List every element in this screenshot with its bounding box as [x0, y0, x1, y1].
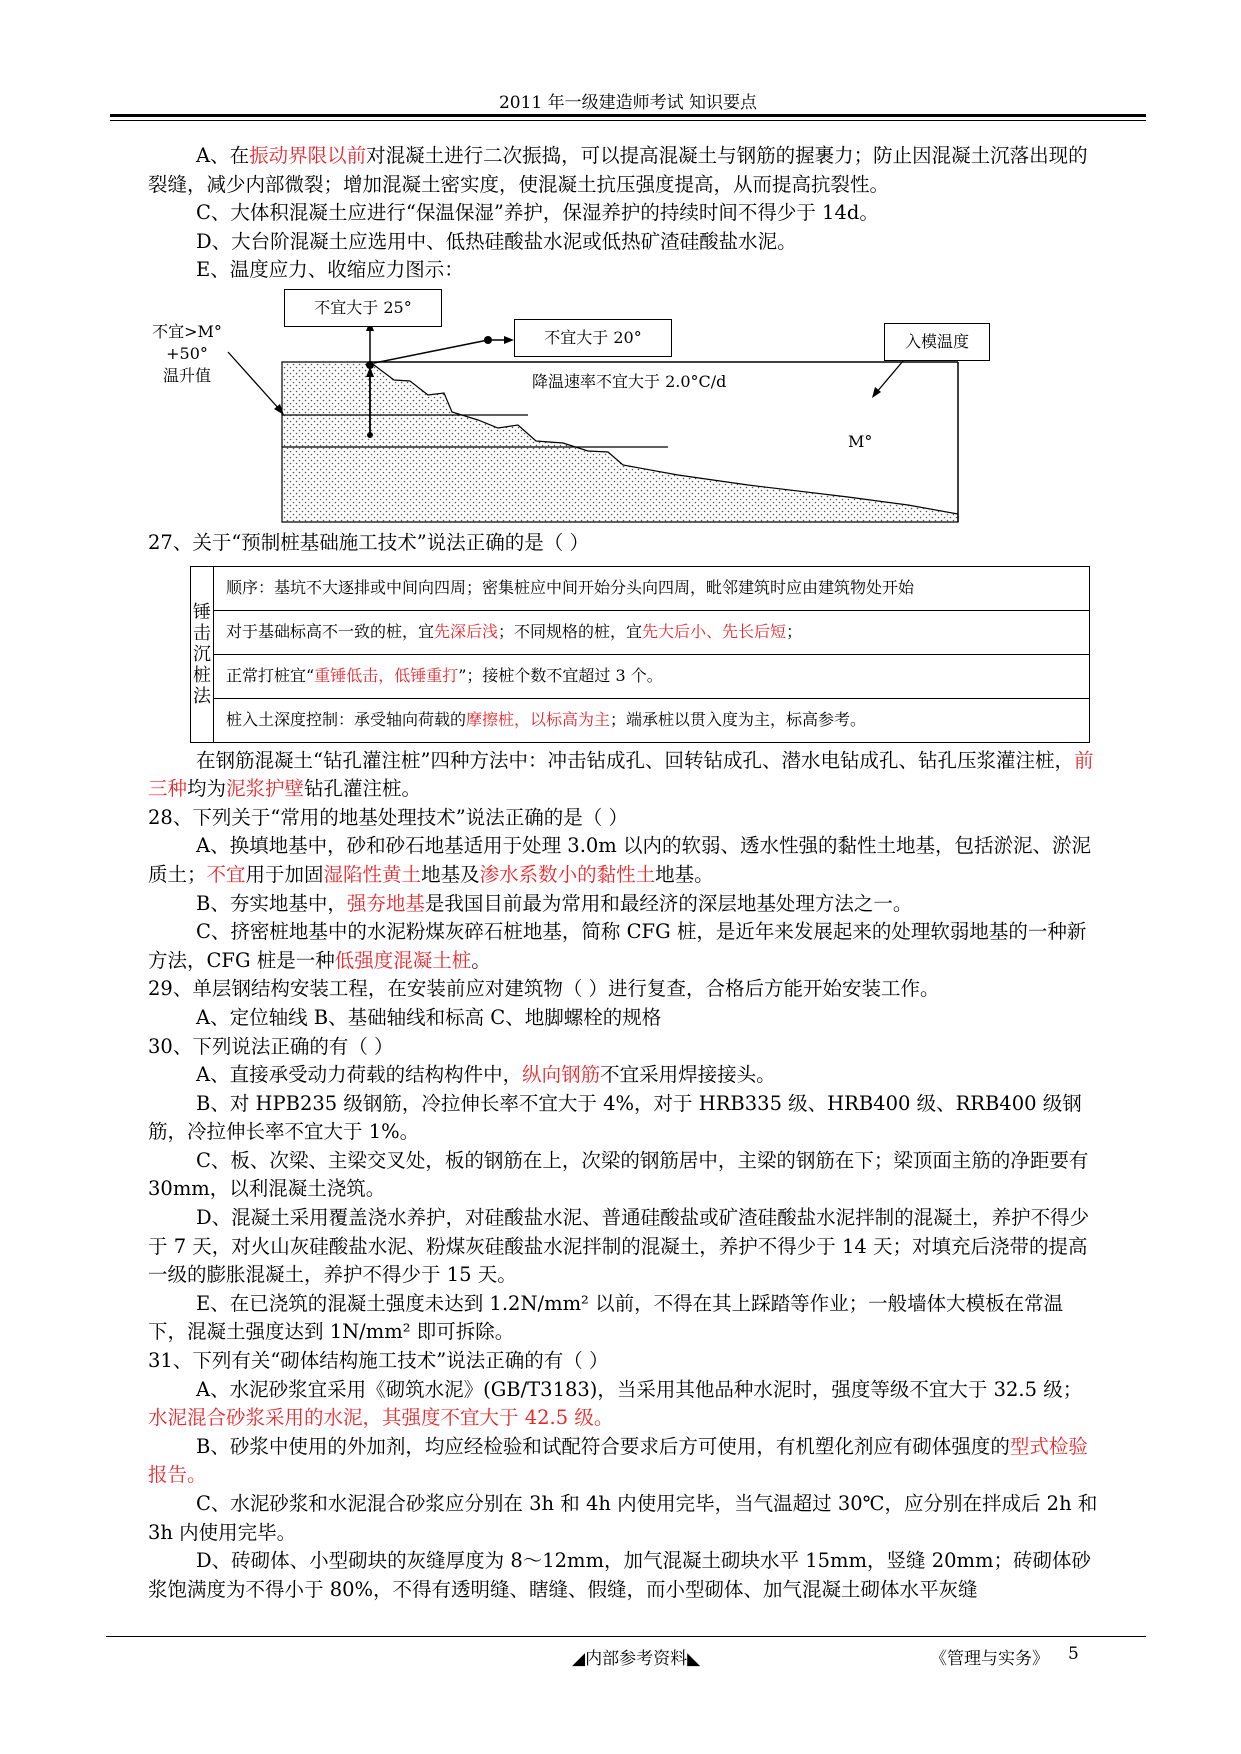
text-run: B、砂浆中使用的外加剂，均应经检验和试配符合要求后方可使用，有机塑化剂应有砌体强度的 [196, 1434, 1010, 1458]
text-run: 不宜采用焊接接头。 [600, 1063, 776, 1087]
text-run: A、水泥砂浆宜采用《砌筑水泥》(GB/T3183)，当采用其他品种水泥时，强度等级不宜大于 32.5 级； [196, 1377, 1083, 1401]
text-run: A、换填地基中，砂和砂石地基适用于处理 3.0m 以内的软弱、透水性强的黏性土地基，包括淤泥、淤泥质土； [148, 834, 1091, 886]
text-run: 地基。 [655, 862, 714, 886]
text-run: 地基及 [421, 862, 480, 886]
pile-driving-table [190, 566, 1090, 743]
text-run: A、在 [196, 144, 250, 167]
text-run: 均为 [187, 777, 227, 801]
footer-rule [106, 1636, 1146, 1637]
highlight-text: 型式检验报告。 [148, 1434, 1088, 1487]
table-row-depth [214, 698, 1090, 742]
highlight-text: 先大后小、先长后短 [642, 622, 787, 642]
highlight-text: 前三种 [148, 748, 1094, 801]
text-run: 。 [471, 948, 491, 972]
q31-title: 31、下列有关“砌体结构施工技术”说法正确的有（ ） [148, 1349, 609, 1373]
text-run: C、挤密桩地基中的水泥粉煤灰碎石桩地基，简称 CFG 桩，是近年来发展起来的处理软弱地基的一种新方法，CFG 桩是一种 [148, 920, 1087, 972]
para-26d: D、大台阶混凝土应选用中、低热硅酸盐水泥或低热矿渣硅酸盐水泥。 [196, 229, 797, 253]
label-temp-rise-line2: 温升值 [162, 365, 211, 385]
text-run: A、直接承受动力荷载的结构构件中， [196, 1063, 523, 1087]
para-26c: C、大体积混凝土应进行“保温保湿”养护，保湿养护的持续时间不得少于 14d。 [196, 201, 879, 225]
highlight-text: 不宜 [206, 862, 246, 886]
q31-a [148, 1376, 1100, 1433]
q31-b [148, 1433, 1100, 1490]
highlight-text: 纵向钢筋 [522, 1063, 601, 1087]
q28-title: 28、下列关于“常用的地基处理技术”说法正确的是（ ） [148, 805, 628, 829]
text-run: B、夯实地基中， [196, 891, 347, 915]
q30-b: B、对 HPB235 级钢筋，冷拉伸长率不宜大于 4%，对于 HRB335 级、HRB400 级、RRB400 级钢筋，冷拉伸长率不宜大于 1%。 [148, 1091, 1082, 1144]
highlight-text: 湿陷性黄土 [323, 862, 422, 886]
footer-page-number: 5 [1068, 1644, 1079, 1664]
side-char: 桩 [193, 664, 211, 686]
text-run: 在钢筋混凝土“钻孔灌注桩”四种方法中：冲击钻成孔、回转钻成孔、潜水电钻成孔、钻孔压浆灌注桩， [196, 748, 1074, 772]
highlight-text: 低强度混凝土桩 [334, 948, 472, 972]
side-char: 沉 [193, 643, 211, 665]
text-run: 用于加固 [245, 862, 324, 886]
text-run: 桩入土深度控制：承受轴向荷载的 [226, 710, 467, 730]
para-26e: E、温度应力、收缩应力图示： [196, 258, 464, 282]
footer-center: ◢内部参考资料◣ [572, 1649, 701, 1669]
header-rule-thick [110, 114, 1146, 117]
q31-d: D、砖砌体、小型砌块的灰缝厚度为 8～12mm，加气混凝土砌块水平 15mm，竖缝 20mm；砖砌体砂浆饱满度为不得小于 80%，不得有透明缝、瞎缝、假缝，而小型砌体、加气混凝土砌体水平灰缝 [148, 1549, 1092, 1601]
side-char: 锤 [193, 601, 211, 623]
highlight-text: 先深后浅 [434, 622, 499, 642]
text-run: 是我国目前最为常用和最经济的深层地基处理方法之一。 [424, 891, 913, 915]
table-row-order [214, 566, 1090, 610]
text-run: 正常打桩宜“ [226, 666, 315, 686]
highlight-text: 摩擦桩，以标高为主 [466, 710, 611, 730]
text-run: 对于基础标高不一致的桩，宜 [226, 622, 435, 642]
text-run: 钻孔灌注桩。 [304, 777, 422, 801]
temperature-stress-diagram [148, 285, 1100, 525]
q29-title: 29、单层钢结构安装工程，在安装前应对建筑物（ ）进行复查，合格后方能开始安装工作。 [148, 977, 940, 1001]
text-run: ；不同规格的桩，宜 [498, 622, 643, 642]
q30-c: C、板、次梁、主梁交叉处，板的钢筋在上，次梁的钢筋居中，主梁的钢筋在下；梁顶面主筋的净距要有 30mm，以利混凝土浇筑。 [148, 1148, 1089, 1201]
label-temp-rise [132, 321, 242, 387]
table-row-elevation [214, 610, 1090, 654]
label-m: M° [848, 431, 873, 451]
highlight-text: 强夯地基 [346, 891, 425, 915]
text-run: 顺序：基坑不大逐排或中间向四周；密集桩应中间开始分头向四周，毗邻建筑时应由建筑物处开始 [226, 578, 915, 598]
q30-title: 30、下列说法正确的有（ ） [148, 1034, 394, 1058]
highlight-text: 重锤低击，低锤重打 [314, 666, 459, 686]
q27-note [148, 747, 1100, 804]
text-run: ；端承桩以贯入度为主，标高参考。 [610, 710, 867, 730]
q30-a [148, 1061, 1100, 1090]
label-cooling-rate: 降温速率不宜大于 2.0°C/d [532, 371, 727, 391]
para-26a [148, 142, 1100, 199]
side-char: 法 [193, 685, 211, 707]
q28-c [148, 918, 1100, 975]
q29-options: A、定位轴线 B、基础轴线和标高 C、地脚螺栓的规格 [196, 1005, 662, 1029]
table-row-hammer [214, 654, 1090, 698]
q28-b [148, 890, 1100, 919]
box-mold-temp: 入模温度 [884, 323, 990, 361]
box-max-25: 不宜大于 25° [284, 289, 442, 327]
side-char: 击 [193, 622, 211, 644]
q31-c: C、水泥砂浆和水泥混合砂浆应分别在 3h 和 4h 内使用完毕，当气温超过 30℃，应分别在拌成后 2h 和 3h 内使用完毕。 [148, 1492, 1098, 1544]
text-run: ”；接桩个数不宜超过 3 个。 [458, 666, 663, 686]
highlight-text: 水泥混合砂浆采用的水泥，其强度不宜大于 42.5 级。 [148, 1406, 614, 1430]
table-side-label [191, 566, 214, 742]
label-temp-rise-line1: 不宜>M°+50° [152, 321, 222, 363]
highlight-text: 渗水系数小的黏性土 [479, 862, 656, 886]
q30-d: D、混凝土采用覆盖浇水养护，对硅酸盐水泥、普通硅酸盐或矿渣硅酸盐水泥拌制的混凝土，养护不得少于 7 天，对火山灰硅酸盐水泥、粉煤灰硅酸盐水泥拌制的混凝土，养护不得少于 14 天；对填充后浇带的提高一级的膨胀混凝土，养护不得少于 15 天。 [148, 1206, 1090, 1287]
page-content [148, 142, 1100, 1604]
q27-title: 27、关于“预制桩基础施工技术”说法正确的是（ ） [148, 530, 589, 554]
highlight-text: 振动界限以前 [249, 144, 367, 167]
text-run: 对混凝土进行二次振捣，可以提高混凝土与钢筋的握裹力；防止因混凝土沉落出现的裂缝，减少内部微裂；增加混凝土密实度，使混凝土抗压强度提高，从而提高抗裂性。 [148, 144, 1088, 196]
text-run: ； [786, 622, 803, 642]
footer-book-title: 《管理与实务》 [930, 1649, 1049, 1669]
page-header: 2011 年一级建造师考试 知识要点 [498, 93, 758, 113]
highlight-text: 泥浆护壁 [226, 777, 305, 801]
q28-a [148, 832, 1100, 889]
box-max-20: 不宜大于 20° [514, 319, 672, 357]
header-rule-thin [110, 120, 1146, 121]
q30-e: E、在已浇筑的混凝土强度未达到 1.2N/mm² 以前，不得在其上踩踏等作业；一般墙体大模板在常温下，混凝土强度达到 1N/mm² 即可拆除。 [148, 1291, 1064, 1344]
